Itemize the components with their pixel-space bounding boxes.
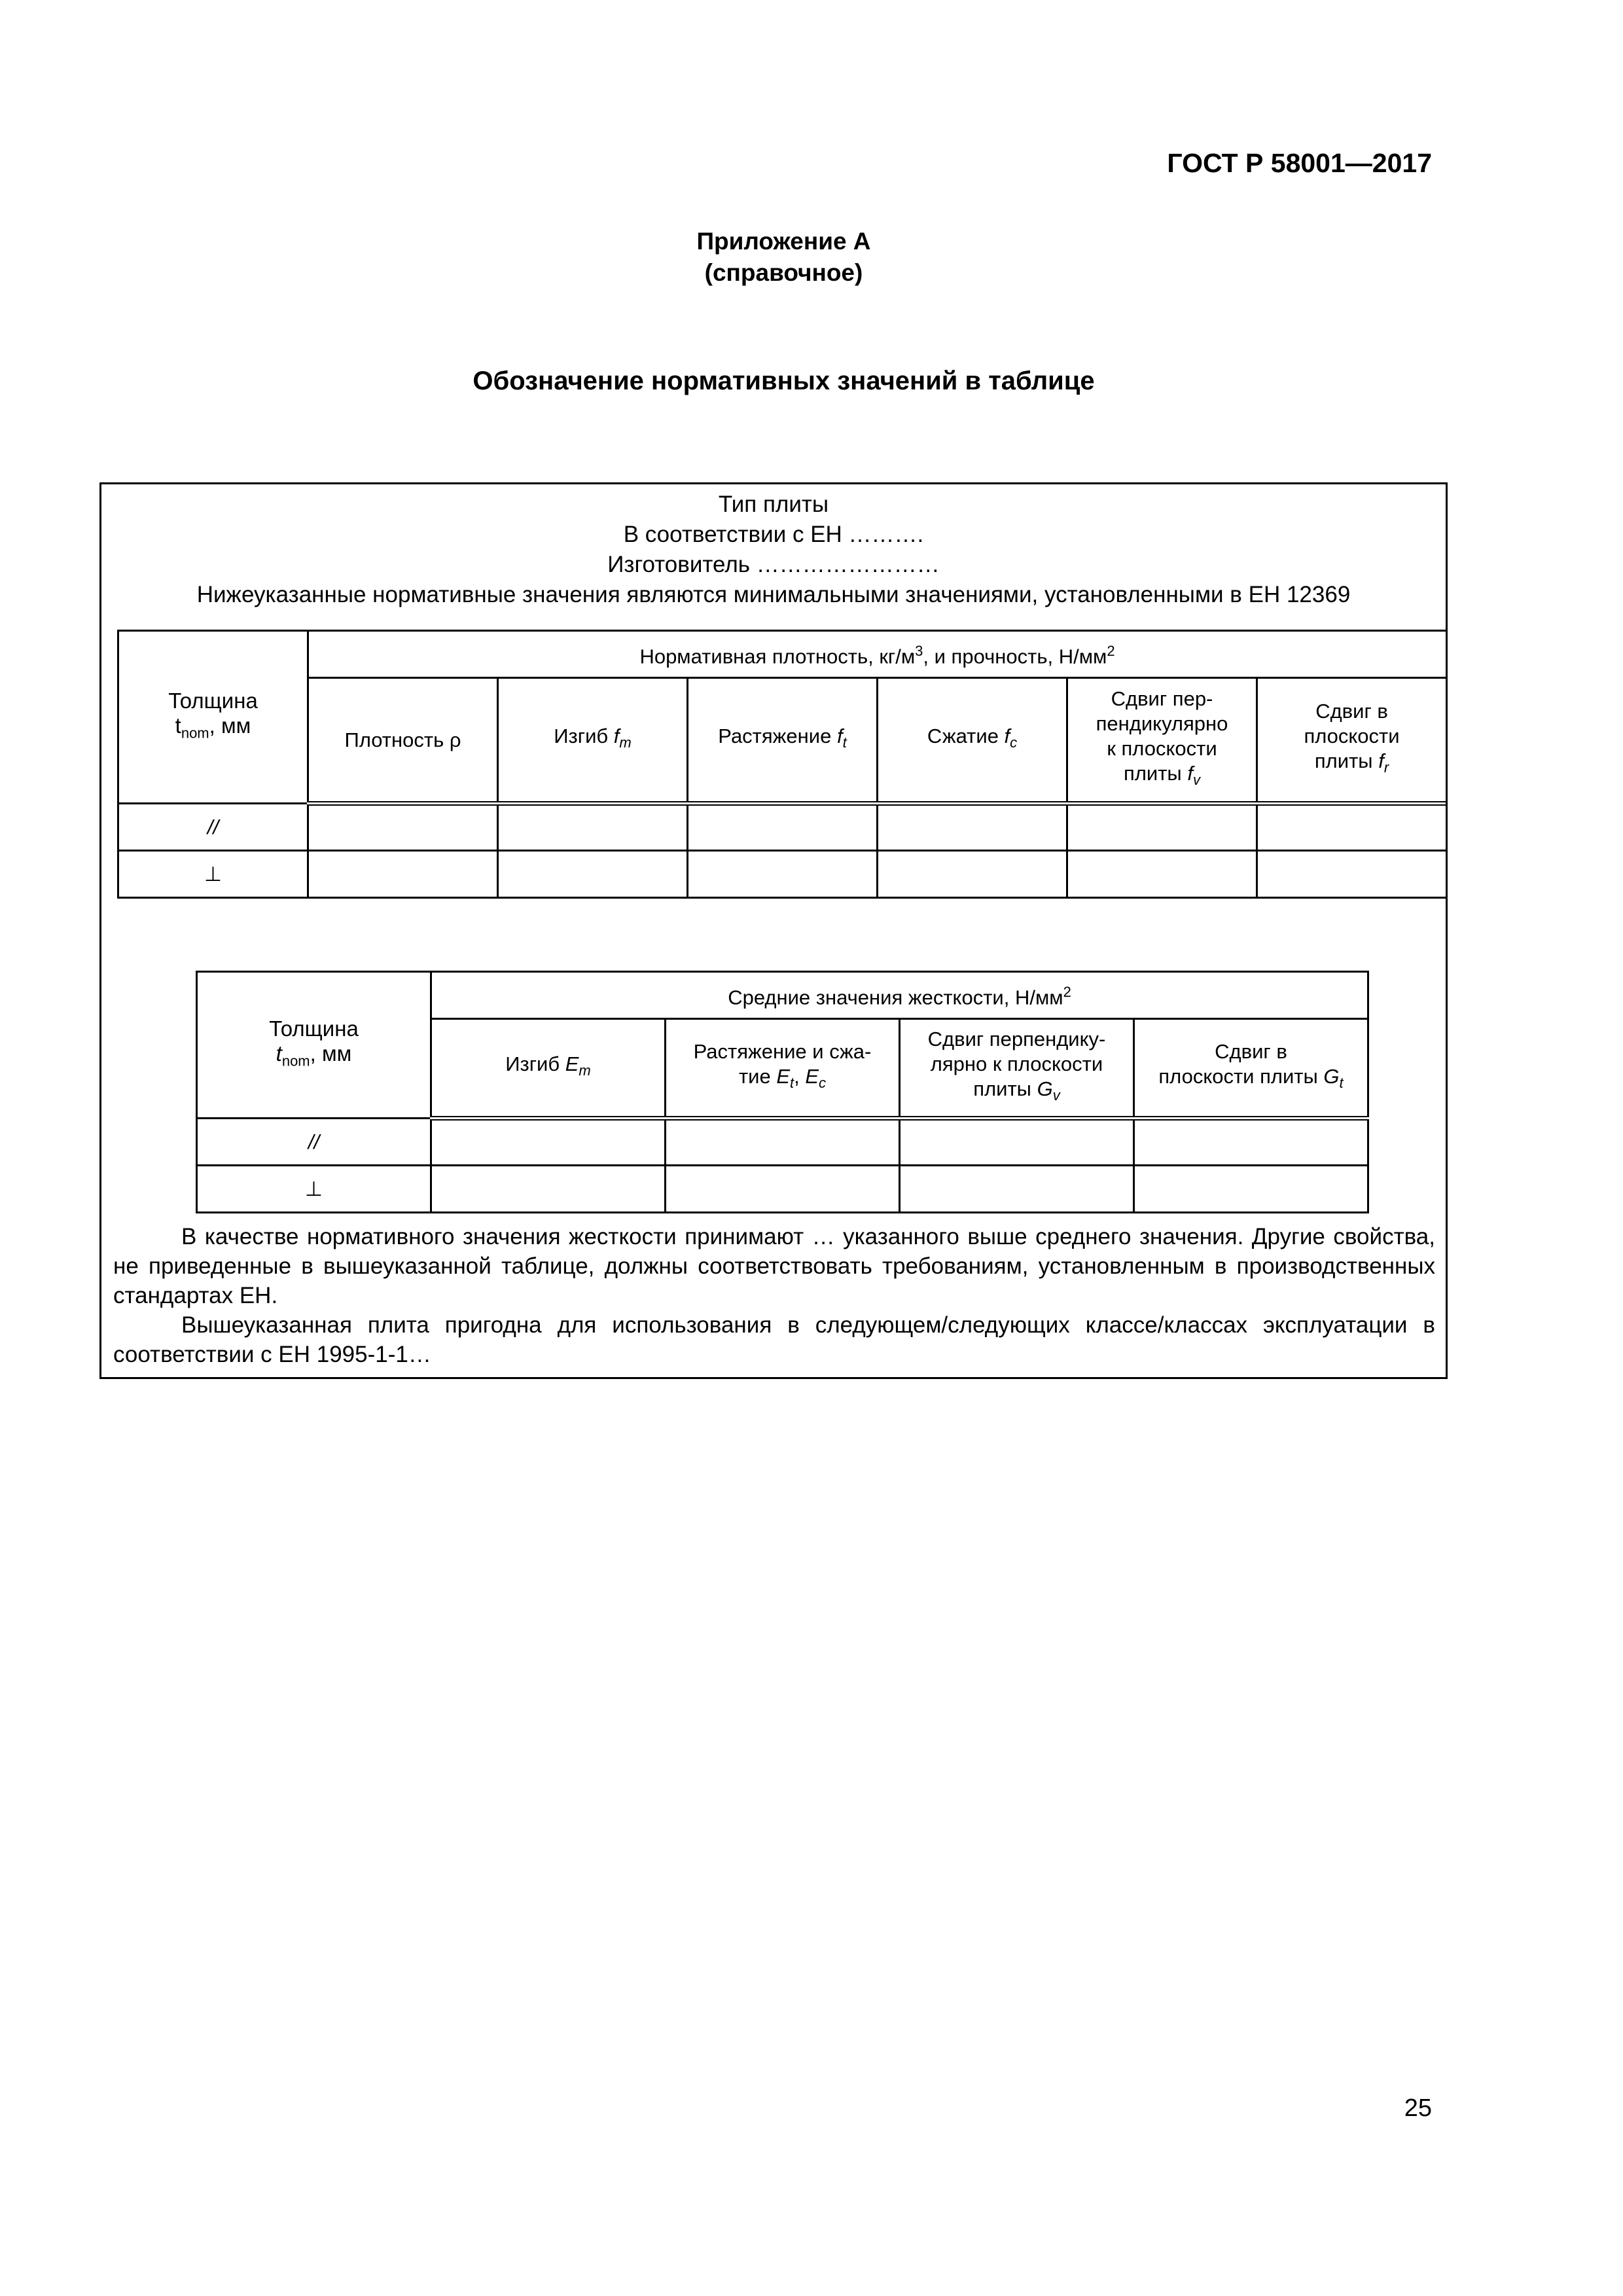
subscript: c [819, 1075, 827, 1092]
label: плиты [973, 1077, 1037, 1101]
table-cell[interactable] [1134, 1119, 1368, 1166]
label-line [1263, 749, 1440, 780]
label-line [671, 1064, 893, 1096]
row-label-perpendicular: ⊥ [118, 851, 308, 898]
t-subscript: nom [181, 725, 209, 742]
table-cell[interactable] [900, 1166, 1134, 1213]
appendix-title: Приложение А [696, 228, 871, 255]
strength-table [117, 630, 1448, 899]
subscript: t [842, 734, 847, 751]
symbol: G [1037, 1077, 1053, 1101]
table-cell[interactable] [498, 804, 688, 851]
table-cell[interactable] [666, 1119, 900, 1166]
row-label-parallel: // [197, 1119, 431, 1166]
table-row [197, 1166, 1368, 1213]
subscript: r [1383, 759, 1389, 776]
group-header-sup: 3 [915, 643, 923, 660]
row-label-perpendicular: ⊥ [197, 1166, 431, 1213]
symbol: f [836, 725, 843, 748]
declaration-frame [99, 482, 1448, 1379]
page-number: 25 [1404, 2094, 1432, 2122]
group-header-part: Нормативная плотность, кг/м [639, 645, 916, 668]
label-line: Сдвиг пер- [1111, 687, 1213, 711]
label-line [1140, 1064, 1362, 1096]
thickness-symbol [203, 1041, 425, 1074]
t-subscript: nom [281, 1052, 310, 1069]
group-header-sup: 2 [1107, 643, 1115, 660]
stiffness-group-header [431, 972, 1368, 1019]
table-row [118, 804, 1447, 851]
label-line: плоскости [1304, 725, 1400, 748]
table-row [197, 1119, 1368, 1166]
stiffness-table [196, 971, 1369, 1213]
label: Сжатие [927, 725, 1005, 748]
table-cell[interactable] [688, 804, 878, 851]
label: Изгиб [505, 1052, 565, 1076]
appendix-subtitle: (справочное) [704, 259, 863, 286]
subscript: t [1339, 1075, 1344, 1092]
t-symbol: t [175, 713, 181, 738]
label-line: Сдвиг в [1215, 1040, 1287, 1064]
thickness-label: Толщина [269, 1016, 359, 1041]
manufacturer-line: Изготовитель …………………… [607, 552, 940, 577]
col-shear-perpendicular [900, 1019, 1134, 1119]
table-cell[interactable] [1134, 1166, 1368, 1213]
table-cell[interactable] [431, 1119, 666, 1166]
group-header-part: Средние значения жесткости, Н/мм [728, 986, 1063, 1009]
t-unit: , мм [310, 1041, 352, 1066]
subscript: m [579, 1062, 591, 1079]
symbol: f [1378, 749, 1384, 773]
group-header-sup: 2 [1063, 984, 1071, 1001]
label-line: к плоскости [1107, 737, 1217, 761]
t-symbol: t [276, 1041, 282, 1066]
note-line: Нижеуказанные нормативные значения являются минимальными значениями, установленными в ЕН 12369 [196, 582, 1351, 607]
col-shear-plane [1134, 1019, 1368, 1119]
service-class-paragraph: Вышеуказанная плита пригодна для использования в следующем/следующих классе/классах эксплуатации в соответствии с ЕН 1995-1-1… [113, 1312, 1435, 1367]
label-line: лярно к плоскости [930, 1052, 1103, 1076]
subscript: v [1052, 1087, 1060, 1104]
label-line: Сдвиг перпендику- [927, 1028, 1106, 1051]
label: Растяжение [718, 725, 837, 748]
table-cell[interactable] [431, 1166, 666, 1213]
table-cell[interactable] [666, 1166, 900, 1213]
stiffness-paragraph: В качестве нормативного значения жесткости принимают … указанного выше среднего значения. Другие свойства, не приведенные в вышеуказанной таблице, должны соответствовать требованиям, установленным в производственных стандартах ЕН. [113, 1224, 1435, 1308]
col-compression [878, 678, 1067, 804]
symbol: f [613, 725, 620, 748]
symbol: f [1187, 762, 1193, 785]
group-header-part: , и прочность, Н/мм [923, 645, 1107, 668]
col-bending [431, 1019, 666, 1119]
symbol: G [1323, 1065, 1340, 1088]
appendix-heading [0, 226, 1567, 289]
label: плиты [1124, 762, 1188, 785]
label-line: Растяжение и сжа- [693, 1040, 872, 1064]
thickness-header [197, 972, 431, 1119]
frame-body-text [113, 1222, 1435, 1369]
col-tension-compression [666, 1019, 900, 1119]
label-line: пендикулярно [1096, 712, 1228, 736]
symbol: E [805, 1065, 819, 1088]
col-shear-plane [1257, 678, 1447, 804]
table-cell[interactable] [1067, 804, 1257, 851]
subscript: m [619, 734, 632, 751]
col-density: Плотность ρ [308, 678, 498, 804]
thickness-header [118, 631, 308, 804]
separator: , [794, 1065, 806, 1088]
label: тие [738, 1065, 777, 1088]
label-line [1073, 761, 1251, 793]
table-row [118, 851, 1447, 898]
table-cell[interactable] [1257, 804, 1447, 851]
label-line [906, 1077, 1128, 1108]
col-tension [688, 678, 878, 804]
label: плиты [1314, 749, 1379, 773]
t-unit: , мм [209, 713, 251, 738]
standard-line: В соответствии с ЕН ………. [623, 522, 924, 547]
table-cell[interactable] [1257, 851, 1447, 898]
table-cell[interactable] [498, 851, 688, 898]
subscript: t [790, 1075, 794, 1092]
board-type-line: Тип плиты [718, 492, 829, 517]
symbol: E [776, 1065, 790, 1088]
subscript: c [1010, 734, 1018, 751]
label: Изгиб [554, 725, 614, 748]
frame-header [101, 490, 1446, 610]
document-code: ГОСТ Р 58001—2017 [1167, 148, 1432, 178]
table-cell[interactable] [308, 851, 498, 898]
thickness-symbol [124, 713, 302, 746]
thickness-label: Толщина [168, 688, 258, 713]
col-bending [498, 678, 688, 804]
symbol: f [1004, 725, 1010, 748]
label: плоскости плиты [1158, 1065, 1324, 1088]
section-title: Обозначение нормативных значений в таблице [473, 367, 1095, 395]
table-cell[interactable] [308, 804, 498, 851]
col-shear-perpendicular [1067, 678, 1257, 804]
table-cell[interactable] [900, 1119, 1134, 1166]
strength-group-header [308, 631, 1447, 678]
symbol: E [565, 1052, 579, 1076]
table-cell[interactable] [688, 851, 878, 898]
table-cell[interactable] [1067, 851, 1257, 898]
subscript: v [1192, 772, 1200, 789]
table-cell[interactable] [878, 851, 1067, 898]
table-cell[interactable] [878, 804, 1067, 851]
row-label-parallel: // [118, 804, 308, 851]
label-line: Сдвиг в [1315, 700, 1388, 723]
